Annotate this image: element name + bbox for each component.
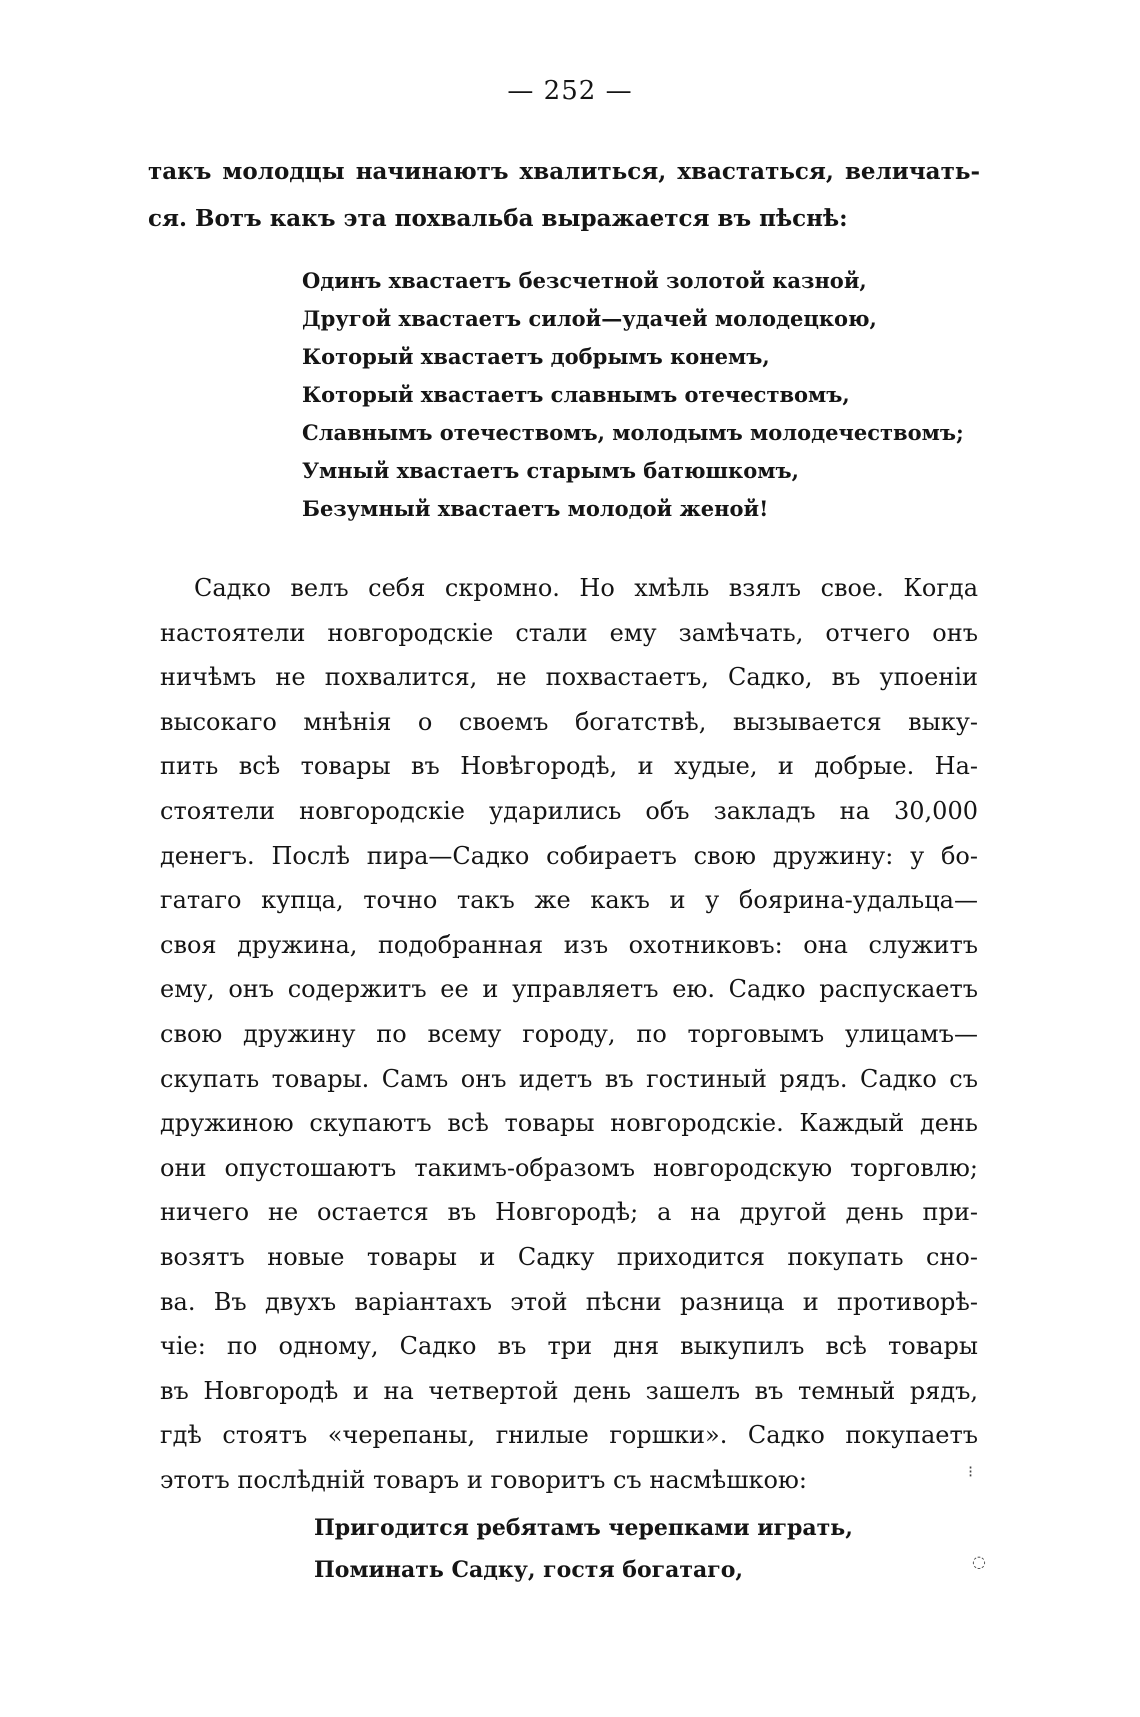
prose-line: денегъ. Послѣ пира—Садко собираетъ свою дружину: у бо- — [160, 841, 978, 870]
prose-line: ва. Въ двухъ варіантахъ этой пѣсни разница и противорѣ- — [160, 1287, 978, 1316]
intro-line: ся. Вотъ какъ эта похвальба выражается въ пѣснѣ: — [148, 205, 848, 232]
prose-line: высокаго мнѣнія о своемъ богатствѣ, вызывается выку- — [160, 707, 978, 736]
prose-line: скупать товары. Самъ онъ идетъ въ гостиный рядъ. Садко съ — [160, 1064, 978, 1093]
prose-line: настоятели новгородскіе стали ему замѣчать, отчего онъ — [160, 618, 978, 647]
verse-line: Безумный хвастаетъ молодой женой! — [302, 496, 769, 521]
prose-line: возятъ новые товары и Садку приходится покупать сно- — [160, 1242, 978, 1271]
prose-line: ему, онъ содержитъ ее и управляетъ ею. Садко распускаетъ — [160, 975, 978, 1004]
verse-line: Умный хвастаетъ старымъ батюшкомъ, — [302, 458, 799, 483]
prose-line: ничѣмъ не похвалится, не похвастаетъ, Садко, въ упоеніи — [160, 663, 978, 692]
verse-line: Который хвастаетъ славнымъ отечествомъ, — [302, 382, 850, 407]
verse-line: Который хвастаетъ добрымъ конемъ, — [302, 344, 770, 369]
prose-line: пить всѣ товары въ Новѣгородѣ, и худые, и добрые. На- — [160, 752, 978, 781]
prose-line: дружиною скупаютъ всѣ товары новгородскіе. Каждый день — [160, 1109, 978, 1138]
prose-line: чіе: по одному, Садко въ три дня выкупилъ всѣ товары — [160, 1332, 978, 1361]
scan-speck: ◌ — [972, 1552, 986, 1571]
prose-line: въ Новгородѣ и на четвертой день зашелъ въ темный рядъ, — [160, 1376, 978, 1405]
intro-line: такъ молодцы начинаютъ хвалиться, хвастаться, величать- — [148, 158, 980, 185]
prose-line: гдѣ стоятъ «черепаны, гнилые горшки». Садко покупаетъ — [160, 1421, 978, 1450]
verse-line: Славнымъ отечествомъ, молодымъ молодечествомъ; — [302, 420, 964, 445]
prose-line: стоятели новгородскіе ударились объ закладъ на 30,000 — [160, 796, 978, 825]
prose-line: Садко велъ себя скромно. Но хмѣль взялъ свое. Когда — [194, 574, 978, 602]
prose-paragraph — [160, 566, 978, 1502]
prose-line: гатаго купца, точно такъ же какъ и у боярина-удальца— — [160, 886, 978, 915]
prose-line: ничего не остается въ Новгородѣ; а на другой день при- — [160, 1198, 978, 1227]
prose-line: они опустошаютъ такимъ-образомъ новгородскую торговлю; — [160, 1153, 978, 1182]
verse-line: Поминать Садку, гостя богатаго, — [314, 1557, 744, 1583]
verse-line: Пригодится ребятамъ черепками играть, — [314, 1515, 853, 1541]
verse-line: Другой хвастаетъ силой—удачей молодецкою, — [302, 306, 877, 331]
intro-paragraph — [148, 148, 980, 242]
prose-line: свою дружину по всему городу, по торговымъ улицамъ— — [160, 1019, 978, 1048]
verse-stanza-2 — [314, 1507, 853, 1591]
page-number: — 252 — — [507, 76, 633, 106]
scan-speck: ⁝ — [968, 1462, 974, 1481]
verse-stanza-1 — [302, 262, 964, 528]
prose-line: своя дружина, подобранная изъ охотниковъ: она служитъ — [160, 930, 978, 959]
verse-line: Одинъ хвастаетъ безсчетной золотой казной, — [302, 268, 867, 293]
prose-line: этотъ послѣдній товаръ и говоритъ съ насмѣшкою: — [160, 1465, 807, 1494]
